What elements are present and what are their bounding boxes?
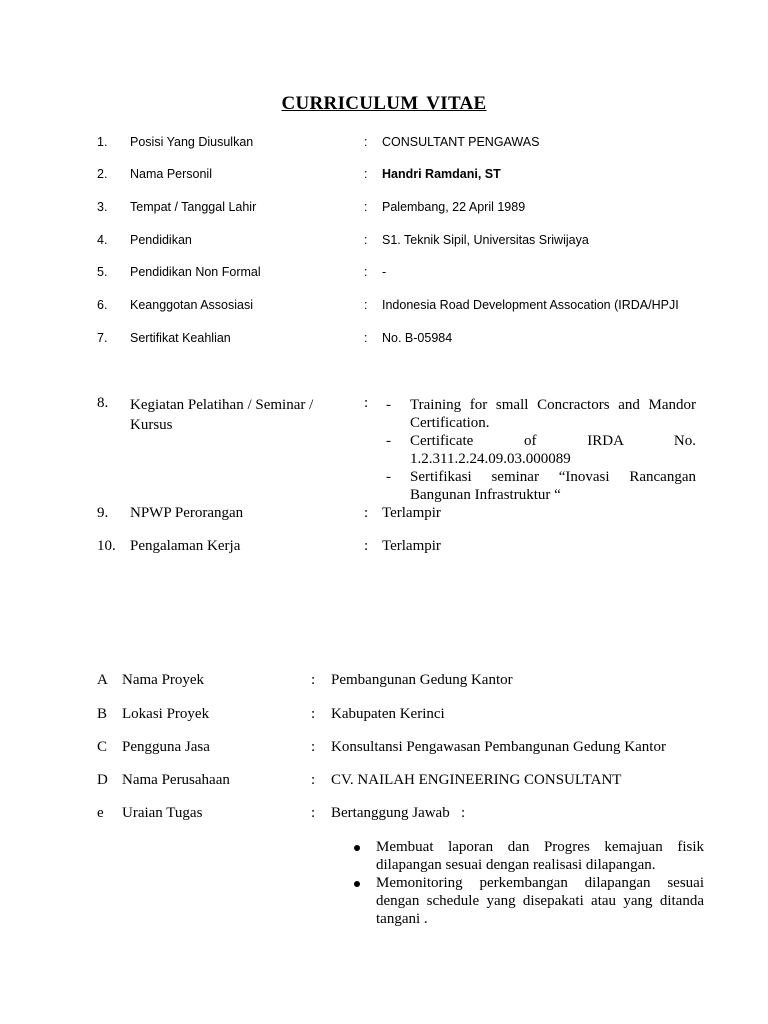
item-colon: :	[364, 200, 368, 214]
dash-marker: -	[386, 469, 391, 485]
item-number: 1.	[97, 135, 108, 149]
item-colon: :	[364, 135, 368, 149]
item-number: 4.	[97, 233, 108, 247]
item-number: 6.	[97, 298, 108, 312]
project-label: Nama Proyek	[122, 672, 205, 688]
project-label: Pengguna Jasa	[122, 739, 210, 755]
project-colon: :	[311, 706, 316, 722]
item-label: Tempat / Tanggal Lahir	[130, 200, 257, 214]
task-list	[352, 838, 704, 928]
item-value: Indonesia Road Development Assocation (IRDA/HPJI	[382, 298, 679, 312]
project-colon: :	[311, 672, 316, 688]
item-colon: :	[364, 265, 368, 279]
project-value: Pembangunan Gedung Kantor	[331, 672, 513, 688]
item-number: 8.	[97, 395, 109, 411]
project-label: Lokasi Proyek	[122, 706, 210, 722]
project-letter: A	[97, 672, 108, 688]
project-label: Uraian Tugas	[122, 805, 203, 821]
project-letter: e	[97, 805, 104, 821]
page-title: CURRICULUM VITAE	[281, 93, 487, 114]
item-number: 2.	[97, 167, 108, 181]
training-list	[386, 396, 696, 504]
list-item	[386, 468, 696, 504]
list-item	[352, 874, 704, 928]
training-entry: Sertifikasi seminar “Inovasi Rancangan Bangunan Infrastruktur “	[410, 469, 696, 503]
item-colon: :	[364, 505, 369, 521]
item-value: No. B-05984	[382, 331, 453, 345]
item-label: Posisi Yang Diusulkan	[130, 135, 254, 149]
item-label: Pendidikan	[130, 233, 192, 247]
project-letter: D	[97, 772, 108, 788]
item-value: S1. Teknik Sipil, Universitas Sriwijaya	[382, 233, 589, 247]
item-value: CONSULTANT PENGAWAS	[382, 135, 540, 149]
training-entry: Certificate of IRDA No. 1.2.311.2.24.09.03.000089	[410, 433, 696, 467]
training-entry: Training for small Concractors and Mandor Certification.	[410, 397, 696, 431]
project-value: Konsultansi Pengawasan Pembangunan Gedung Kantor	[331, 739, 666, 755]
item-number: 3.	[97, 200, 108, 214]
item-label: Kegiatan Pelatihan / Seminar / Kursus	[130, 397, 314, 433]
item-value: Palembang, 22 April 1989	[382, 200, 526, 214]
item-label: NPWP Perorangan	[130, 505, 244, 521]
item-number: 5.	[97, 265, 108, 279]
item-colon: :	[364, 331, 368, 345]
item-label: Pengalaman Kerja	[130, 538, 241, 554]
item-label: Nama Personil	[130, 167, 212, 181]
item-label: Keanggotan Assosiasi	[130, 298, 254, 312]
project-letter: B	[97, 706, 108, 722]
item-colon: :	[364, 167, 368, 181]
project-letter: C	[97, 739, 108, 755]
item-colon: :	[364, 298, 368, 312]
item-label: Sertifikat Keahlian	[130, 331, 231, 345]
item-colon: :	[364, 233, 368, 247]
list-item	[386, 396, 696, 432]
dash-marker: -	[386, 433, 391, 449]
task-text: Memonitoring perkembangan dilapangan sesuai dengan schedule yang disepakati atau yang ditanda tangani .	[376, 875, 704, 927]
project-label: Nama Perusahaan	[122, 772, 230, 788]
item-colon: :	[364, 538, 369, 554]
project-colon: :	[311, 805, 316, 821]
dash-marker: -	[386, 397, 391, 413]
item-value: Handri Ramdani, ST	[382, 167, 501, 181]
list-item	[386, 432, 696, 468]
item-colon: :	[364, 395, 369, 411]
item-label: Pendidikan Non Formal	[130, 265, 261, 279]
item-number: 7.	[97, 331, 108, 345]
item-value: Terlampir	[382, 538, 441, 554]
project-colon: :	[311, 739, 316, 755]
project-value: CV. NAILAH ENGINEERING CONSULTANT	[331, 772, 622, 788]
bullet-icon	[354, 845, 360, 851]
task-text: Membuat laporan dan Progres kemajuan fisik dilapangan sesuai dengan realisasi dilapangan.	[376, 839, 704, 873]
item-value: Terlampir	[382, 505, 441, 521]
list-item	[352, 838, 704, 874]
project-colon: :	[311, 772, 316, 788]
item-value: -	[382, 265, 387, 279]
item-number: 10.	[97, 538, 116, 554]
item-number: 9.	[97, 505, 109, 521]
project-value: Kabupaten Kerinci	[331, 706, 445, 722]
bullet-icon	[354, 881, 360, 887]
project-value: Bertanggung Jawab :	[331, 805, 466, 821]
